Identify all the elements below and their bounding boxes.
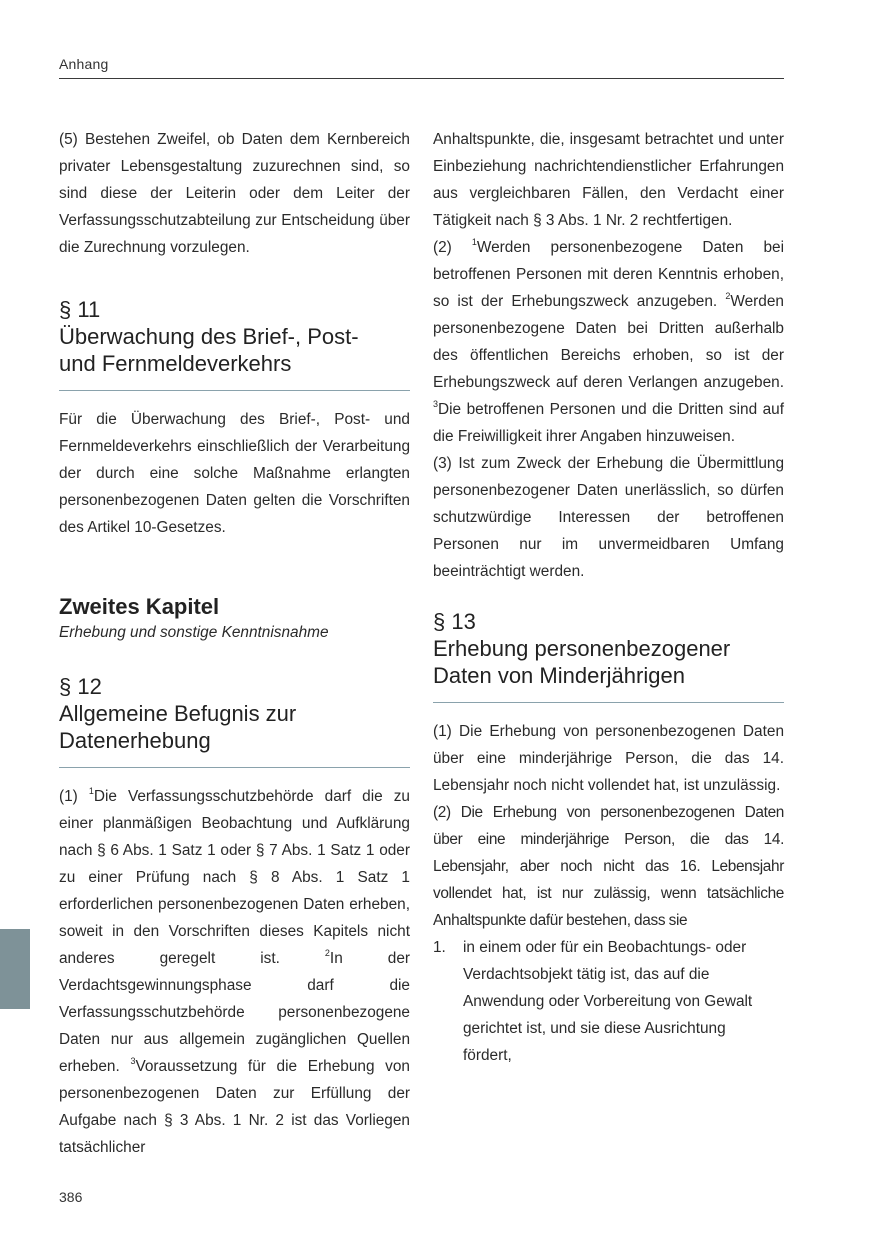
section-13-number: § 13 [433, 609, 476, 634]
paragraph-10-5: (5) Bestehen Zweifel, ob Daten dem Kernbereich privater Lebensgestaltung zuzurechnen sind, so sind diese der Leiterin oder dem Leiter der Verfassungsschutzabteilung zur Entscheidung über die Zurechnung vorzulegen. [59, 131, 410, 256]
chapter-subtitle: Erhebung und sonstige Kenntnisnahme [59, 624, 329, 641]
sentence-text: In der Verdachtsgewinnungsphase darf die Verfassungsschutzbehörde personenbezogene Daten nur aus allgemein zugänglichen Quellen erheben. [59, 950, 411, 1075]
sentence-text: Werden personenbezogene Daten bei Dritten außerhalb des öffentlichen Bereichs erhoben, so ist der Erhebungszweck auf deren Verlangen anzugeben. [433, 293, 784, 391]
sentence-text: Werden personenbezogene Daten bei betroffenen Personen mit deren Kenntnis erhoben, so ist der Erhebungszweck anzugeben. [433, 239, 784, 310]
side-thumb-tab [0, 929, 30, 1009]
sentence-number: 1 [88, 786, 94, 796]
chapter-title: Zweites Kapitel [59, 594, 220, 619]
right-column [433, 126, 784, 1069]
sentence-number: 2 [324, 948, 330, 958]
paragraph-2 [433, 234, 784, 450]
sentence-number: 2 [725, 291, 731, 301]
continued-text: Anhaltspunkte, die, insgesamt betrachtet und unter Einbeziehung nachrichtendienstlicher Erfahrungen aus vergleichbaren Fällen, den Verdacht einer Tätigkeit nach § 3 Abs. 1 Nr. 2 rechtfertigen. [433, 131, 784, 229]
section-11-title: Überwachung des Brief-, Post- und Fernmeldeverkehrs [59, 324, 359, 376]
section-11-text: Für die Überwachung des Brief-, Post- und Fernmeldeverkehrs einschließlich der Verarbeitung der durch eine solche Maßnahme erlangten personenbezogenen Daten gelten die Vorschriften des Artikel 10-Gesetzes. [59, 411, 410, 536]
section-13-paragraph-1: (1) Die Erhebung von personenbezogenen Daten über eine minderjährige Person, die das 14. Lebensjahr noch nicht vollendet hat, ist unzulässig. [433, 723, 784, 794]
section-13-title: Erhebung personenbezogener Daten von Minderjährigen [433, 636, 731, 688]
sentence-number: 3 [433, 399, 439, 409]
sentence-text: Die betroffenen Personen und die Dritten sind auf die Freiwilligkeit ihrer Angaben hinzuweisen. [433, 401, 784, 445]
sentence-number: 1 [471, 237, 477, 247]
paragraph-3: (3) Ist zum Zweck der Erhebung die Übermittlung personenbezogener Daten unerlässlich, so dürfen schutzwürdige Interessen der betroffenen Personen nur im unvermeidbaren Umfang beeinträchtigt werden. [433, 455, 784, 580]
paragraph-number: (2) [433, 239, 472, 256]
section-12-number: § 12 [59, 674, 102, 699]
section-13-paragraph-2: (2) Die Erhebung von personenbezogenen Daten über eine minderjährige Person, die das 14. Lebensjahr, aber noch nicht das 16. Lebensjahr vollendet hat, ist nur zulässig, wenn tatsächliche Anhaltspunkte dafür bestehen, dass sie [433, 804, 784, 929]
paragraph-number: (1) [59, 788, 89, 805]
sentence-text: Die Verfassungsschutzbehörde darf die zu einer planmäßigen Beobachtung und Aufklärung nach § 6 Abs. 1 Satz 1 oder § 7 Abs. 1 Satz 1 oder zu einer Prüfung nach § 8 Abs. 1 Satz 1 erforderlichen personenbezogenen Daten erheben, soweit in den Vorschriften dieses Kapitels nicht anderes geregelt ist. [59, 788, 410, 967]
running-header: Anhang [59, 56, 109, 72]
sentence-text: Voraussetzung für die Erhebung von personenbezogenen Daten zur Erfüllung der Aufgabe nach § 3 Abs. 1 Nr. 2 ist das Vorliegen tatsächlicher [59, 1058, 410, 1156]
page-number: 386 [59, 1189, 83, 1205]
sentence-number: 3 [130, 1056, 136, 1066]
list-item-number: 1. [433, 939, 446, 956]
section-12-title: Allgemeine Befugnis zur Datenerhebung [59, 701, 297, 753]
section-12-paragraph-1 [59, 783, 410, 1161]
list-item [433, 934, 784, 1069]
left-column [59, 126, 410, 1161]
header-rule [59, 78, 784, 79]
list-item-text: in einem oder für ein Beobachtungs- oder Verdachtsobjekt tätig ist, das auf die Anwendung oder Vorbereitung von Gewalt gerichtet ist, und sie diese Ausrichtung fördert, [463, 939, 753, 1064]
section-11-number: § 11 [59, 297, 101, 322]
